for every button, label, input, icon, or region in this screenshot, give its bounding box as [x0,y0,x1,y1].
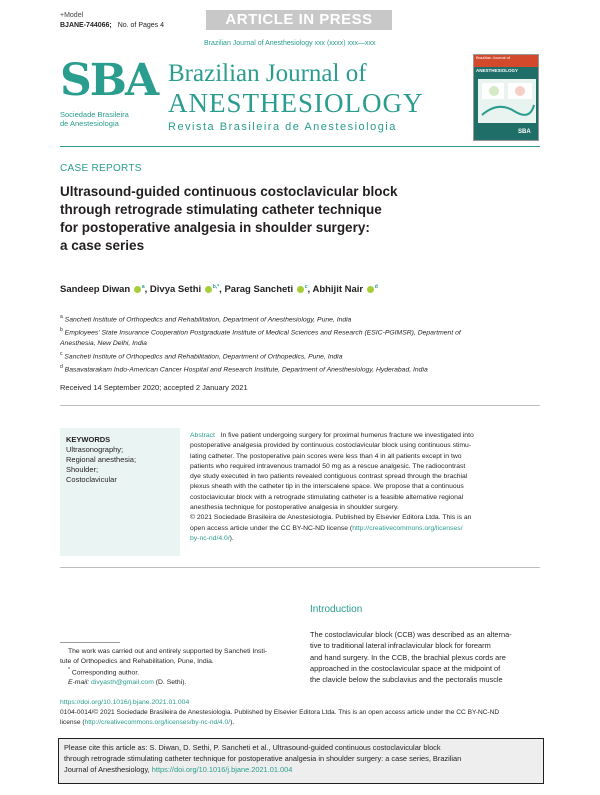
email-link[interactable]: divyasth@gmail.com [91,678,154,686]
license-link-cont[interactable]: by-nc-nd/4.0/ [190,534,230,542]
cover-art [474,75,539,137]
abstract-line-1: Abstract In five patient undergoing surgery for proximal humerus fracture we investigated into [190,432,474,439]
article-title [60,183,490,255]
author-list: Sandeep Diwan $^a$, Divya Sethi $^{b,*}$, Parag Sancheti $^c$, Abhijit Nair $^d$ [60,284,378,296]
footnotes [60,647,300,687]
title-line-2: through retrograde stimulating catheter technique [60,202,382,217]
abstract [190,431,542,544]
journal-title-line-1: Brazilian Journal of [168,60,367,87]
license-link[interactable]: http://creativecommons.org/licenses/ [352,524,463,532]
title-line-3: for postoperative analgesia in shoulder surgery: [60,220,370,235]
sba-caption-1: Sociedade Brasileira [60,110,129,119]
sba-logo [60,55,158,136]
intro-line-5: the clavicle below the subclavius and the pectoralis muscle [310,675,503,685]
citation-line-2: through retrograde stimulating catheter technique for postoperative analgesia in shoulder surgery: a case series, Brazilian [64,754,462,763]
author-4[interactable]: Abhijit Nair $^d$ [312,284,378,296]
author-3[interactable]: Parag Sancheti $^c$ [224,284,308,296]
introduction-body [310,629,542,685]
introduction-heading: Introduction [310,604,363,615]
license-url-link[interactable]: http://creativecommons.org/licenses/by-nc-nd/4.0/ [84,718,231,726]
svg-text:SBA: SBA [518,129,531,135]
keyword-1: Ultrasonography; [66,445,124,454]
orcid-icon[interactable] [297,286,304,293]
journal-title-line-2: ANESTHESIOLOGY [168,88,424,118]
intro-line-4: approached in the costoclavicular space at the midpoint of [310,663,501,673]
keyword-2: Regional anesthesia; [66,455,137,464]
running-head[interactable]: Brazilian Journal of Anesthesiology xxx (xxxx) xxx—xxx [204,40,376,47]
author-2[interactable]: Divya Sethi $^{b,*}$ [149,284,220,296]
citation-doi-link[interactable]: https://doi.org/10.1016/j.bjane.2021.01.004 [151,765,293,774]
abstract-line-2: postoperative analgesia provided by continuous costoclavicular block using continuous stimu- [190,442,472,450]
citation-box [58,738,544,784]
doi-link[interactable]: https://doi.org/10.1016/j.bjane.2021.01.004 [60,699,190,706]
keywords-box [60,428,180,556]
journal-cover-thumbnail [473,54,539,141]
abstract-line-3: lating catheter. The postoperative pain scores were less than 4 in all patients except in two [190,452,462,460]
abstract-line-5: dye study executed in two patients revealed contiguous contrast spread through the brachial [190,473,468,481]
abstract-copyright-2: open access article under the CC BY-NC-ND license (http://creativecommons.org/licenses/ [190,524,463,532]
author-1[interactable]: Sandeep Diwan $^a$ [60,284,145,296]
abstract-copyright-1: © 2021 Sociedade Brasileira de Anestesiologia. Published by Elsevier Editora Ltda. This is an [190,514,472,522]
title-line-4: a case series [60,238,145,253]
citation-line-3: Journal of Anesthesiology, https://doi.org/10.1016/j.bjane.2021.01.004 [64,765,293,774]
section-label: CASE REPORTS [60,163,142,174]
received-dates: Received 14 September 2020; accepted 2 January 2021 [60,383,248,392]
intro-line-3: and hand surgery. In the CCB, the brachial plexus cords are [310,652,506,662]
keywords-heading: KEYWORDS [66,435,111,444]
keyword-4: Costoclavicular [66,475,117,484]
orcid-icon[interactable] [134,286,141,293]
model-tag: +Model [60,12,84,19]
abstract-line-4: patients who required intravenous tramadol 50 mg as a rescue analgesic. The radiocontrast [190,462,466,470]
intro-line-2: tive to traditional lateral infraclavicular block for forearm [310,641,491,651]
ms-id [60,21,164,30]
sba-logo-letters: SBA [60,55,158,106]
affiliation-a: $^a$ Sancheti Institute of Orthopedics and Rehabilitation, Department of Anesthesiology, Pune, India [60,314,352,324]
intro-line-1: The costoclavicular block (CCB) was described as an alterna- [310,630,512,639]
orcid-icon[interactable] [205,286,212,293]
keyword-3: Shoulder; [66,465,99,474]
citation-line-1: Please cite this article as: S. Diwan, D. Sethi, P. Sancheti et al., Ultrasound-guided continuous costoclavicular block [64,743,441,752]
title-line-1: Ultrasound-guided continuous costoclavicular block [60,184,398,199]
abstract-line-7: costoclavicular block with a retrograde stimulating catheter is a feasible alternative regional [190,493,464,501]
abstract-copyright-3: by-nc-nd/4.0/). [190,534,234,542]
affiliation-c: $^c$ Sancheti Institute of Orthopedics and Rehabilitation, Department of Orthopedics, Pune, India [60,350,343,360]
issn-copyright-line-1: 0104-0014/© 2021 Sociedade Brasileira de Anestesiologia. Published by Elsevier Editora Ltda. This is an open access article under the CC BY-NC-ND [60,709,500,716]
issn-copyright [60,708,542,727]
abstract-line-6: plexus sheath with the catheter tip in the interscalene space. We propose that a continuous [190,483,464,491]
funding-note-2: tute of Orthopedics and Rehabilitation, Pune, India. [60,657,214,665]
abstract-label: Abstract [190,432,215,439]
affiliation-d: $^d$ Basavatarakam Indo-American Cancer Hospital and Research Institute, Department of Anesthesiology, Hyderabad, India [60,363,428,374]
email-note: E-mail: divyasth@gmail.com (D. Sethi). [68,678,187,686]
orcid-icon[interactable] [367,286,374,293]
funding-note-1: The work was carried out and entirely supported by Sancheti Insti- [68,648,268,655]
affiliation-b-cont: Anesthesia, New Delhi, India [60,339,147,347]
issn-copyright-line-2: license (http://creativecommons.org/licenses/by-nc-nd/4.0/). [60,718,235,726]
page-count: No. of Pages 4 [117,22,165,29]
journal-title [168,60,448,135]
ms-id-text: BJANE-744066; [60,22,112,29]
sba-caption-2: de Anestesiologia [60,119,119,128]
affiliation-b: $^b$ Employees' State Insurance Cooperation Postgraduate Institute of Medical Sciences and Research (ESIC-PGIMSR), Department of [60,327,461,337]
abstract-line-8: anesthesia technique for postoperative analgesia in shoulder surgery. [190,504,399,512]
cover-title-2: ANESTHESIOLOGY [476,68,519,73]
corresponding-note: * Corresponding author. [68,667,140,677]
cover-title-1: Brazilian Journal of [474,55,538,67]
article-in-press-banner: ARTICLE IN PRESS [206,10,392,30]
journal-title-line-3: Revista Brasileira de Anestesiologia [168,121,397,133]
affiliations [60,312,540,375]
